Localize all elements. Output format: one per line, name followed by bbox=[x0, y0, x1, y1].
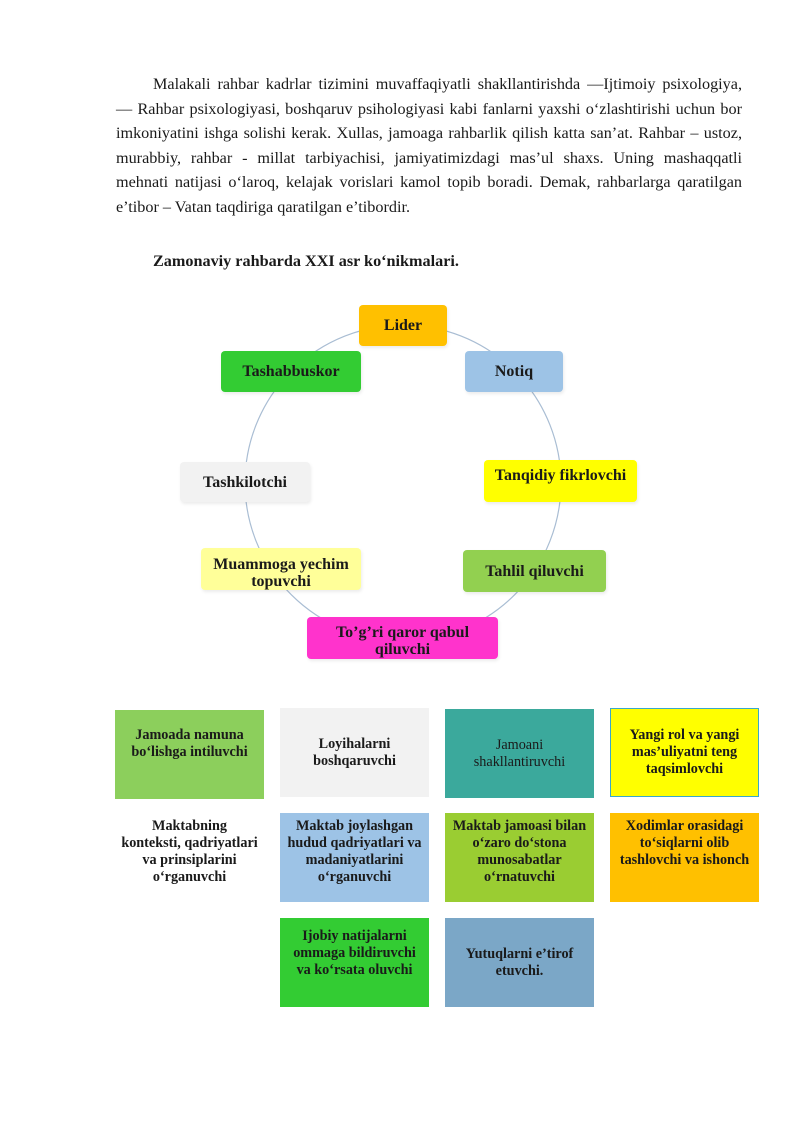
skill-cell bbox=[445, 813, 594, 902]
skill-cell-text: Maktabning konteksti, qadriyatlari va prinsiplarini o‘rganuvchi bbox=[121, 818, 258, 885]
cycle-node-tashabbuskor bbox=[221, 351, 361, 392]
cycle-node-togri-label: To’g’ri qaror qabul qiluvchi bbox=[335, 624, 470, 658]
skill-cell-text: Yutuqlarni e’tirof etuvchi. bbox=[465, 945, 574, 979]
cycle-node-togri bbox=[307, 617, 498, 659]
skill-cell-text: Yangi rol va yangi mas’uliyatni teng taqsimlovchi bbox=[629, 727, 740, 777]
skill-cell bbox=[610, 813, 759, 902]
section-heading: Zamonaviy rahbarda XXI asr ko‘nikmalari. bbox=[153, 252, 459, 270]
cycle-node-tashkilotchi-label: Tashkilotchi bbox=[203, 473, 287, 491]
skill-cell bbox=[280, 708, 429, 797]
skill-cell bbox=[280, 918, 429, 1007]
cycle-node-muammoga-label: Muammoga yechim topuvchi bbox=[213, 556, 349, 590]
skill-cell-text: Maktab joylashgan hudud qadriyatlari va madaniyatlarini o‘rganuvchi bbox=[287, 818, 422, 885]
cycle-node-lider bbox=[359, 305, 447, 346]
skill-cell-text: Jamoani shakllantiruvchi bbox=[473, 736, 566, 770]
cycle-node-tahlil bbox=[463, 550, 606, 592]
skill-cell-text: Loyihalarni boshqaruvchi bbox=[313, 735, 396, 769]
skill-cell bbox=[610, 708, 759, 797]
skill-cell bbox=[445, 709, 594, 798]
skill-cell bbox=[115, 710, 264, 799]
cycle-node-tahlil-label: Tahlil qiluvchi bbox=[485, 562, 584, 580]
cycle-node-muammoga bbox=[201, 548, 361, 590]
skill-cell-text: Jamoada namuna bo‘lishga intiluvchi bbox=[131, 727, 248, 760]
cycle-node-tashkilotchi bbox=[180, 462, 310, 502]
cycle-node-tashabbuskor-label: Tashabbuskor bbox=[242, 363, 340, 380]
skill-cell bbox=[445, 918, 594, 1007]
skill-cell bbox=[115, 813, 264, 902]
cycle-node-notiq bbox=[465, 351, 563, 392]
cycle-node-lider-label: Lider bbox=[383, 317, 423, 334]
skill-cell-text: Ijobiy natijalarni ommaga bildiruvchi va ko‘rsata oluvchi bbox=[293, 928, 416, 978]
body-paragraph: Malakali rahbar kadrlar tizimini muvaffaqiyatli shakllantirishda ―Ijtimoiy psixologiya, ― Rahbar psixologiyasi, boshqaruv psihologiyasi kabi fanlarni yaxshi o‘zlashtirishi uchun bor imkoniyatini ishga solishi kerak. Xullas, jamoaga rahbarlik qilish katta san’at. Rahbar – ustoz, murabbiy, rahbar - millat tarbiyachisi, jamiyatimizdagi mas’ul shaxs. Uning mashaqqatli mehnati natijasi o‘laroq, kelajak vorislari kamol topib boradi. Demak, rahbarlarga qaratilgan e’tibor – Vatan taqdiriga qaratilgan e’tibordir. bbox=[116, 75, 742, 216]
cycle-node-tanqidiy-label: Tanqidiy fikrlovchi bbox=[494, 467, 627, 484]
cycle-node-tanqidiy bbox=[484, 460, 637, 502]
skill-cell-text: Maktab jamoasi bilan o‘zaro do‘stona munosabatlar o‘rnatuvchi bbox=[452, 818, 587, 885]
skill-cell-text: Xodimlar orasidagi to‘siqlarni olib tashlovchi va ishonch bbox=[619, 818, 750, 868]
cycle-node-notiq-label: Notiq bbox=[494, 363, 534, 380]
skill-cell bbox=[280, 813, 429, 902]
